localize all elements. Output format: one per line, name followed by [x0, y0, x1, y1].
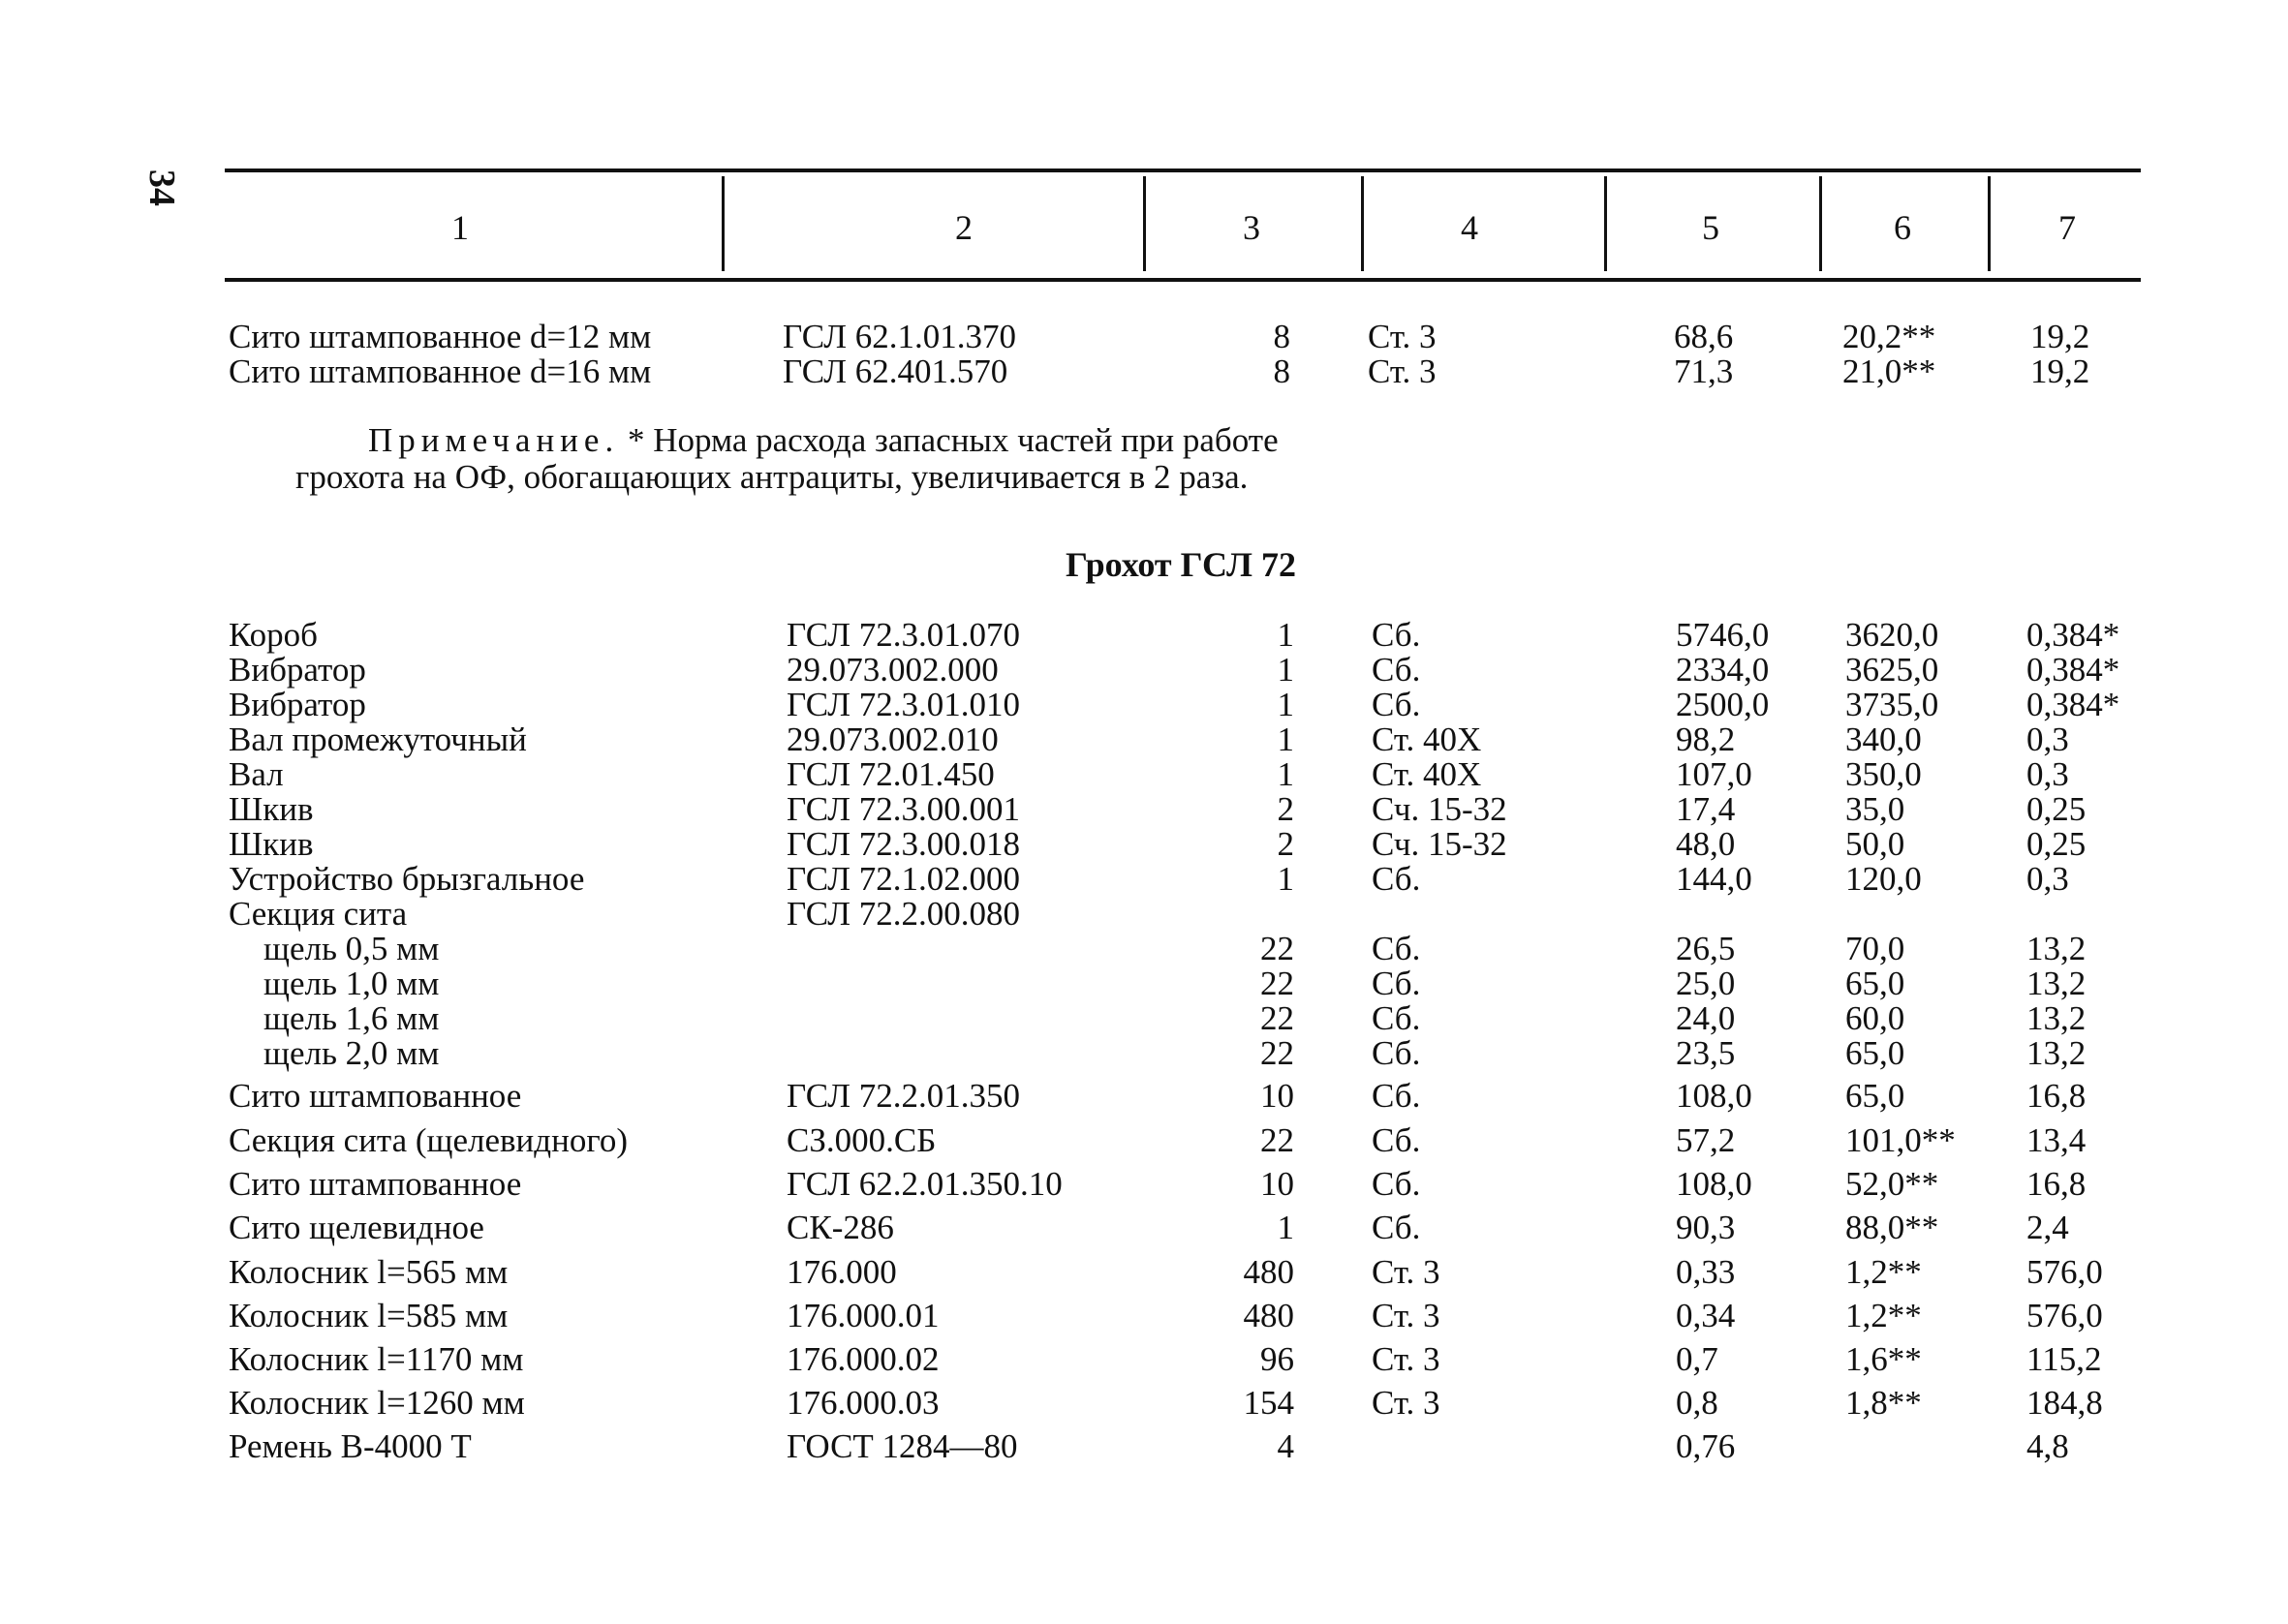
part-norm: 3735,0 — [1845, 686, 1939, 723]
part-code: 29.073.002.000 — [787, 651, 999, 689]
part-material: Сб. — [1372, 1165, 1421, 1203]
part-col7: 19,2 — [2030, 318, 2090, 355]
part-qty: 1 — [1277, 686, 1294, 723]
part-col7: 13,2 — [2026, 1034, 2087, 1072]
part-material: Сб. — [1372, 616, 1421, 654]
part-name: Колосник l=565 мм — [229, 1253, 509, 1291]
part-mass: 2334,0 — [1676, 651, 1770, 689]
part-name: щель 1,0 мм — [263, 965, 440, 1002]
part-material: Ст. 3 — [1368, 318, 1437, 355]
column-divider — [1143, 176, 1146, 271]
part-qty: 22 — [1260, 1034, 1294, 1072]
part-qty: 154 — [1243, 1384, 1294, 1422]
part-material: Сч. 15-32 — [1372, 790, 1507, 828]
part-col7: 115,2 — [2026, 1340, 2102, 1378]
part-code: 176.000.03 — [787, 1384, 940, 1422]
part-code: ГСЛ 72.2.00.080 — [787, 895, 1020, 933]
part-mass: 2500,0 — [1676, 686, 1770, 723]
part-col7: 13,2 — [2026, 999, 2087, 1037]
part-code: 176.000.01 — [787, 1297, 940, 1334]
part-material: Сб. — [1372, 999, 1421, 1037]
part-material: Сб. — [1372, 1121, 1421, 1159]
part-code: ГСЛ 72.2.01.350 — [787, 1077, 1020, 1115]
part-name: Секция сита — [229, 895, 408, 933]
page-number: 34 — [141, 169, 182, 206]
part-name: Колосник l=1170 мм — [229, 1340, 524, 1378]
part-qty: 10 — [1260, 1077, 1294, 1115]
part-name: Вал промежуточный — [229, 720, 527, 758]
column-divider — [1361, 176, 1364, 271]
part-col7: 0,25 — [2026, 790, 2087, 828]
part-col7: 0,384* — [2026, 686, 2120, 723]
part-mass: 26,5 — [1676, 930, 1736, 967]
part-code: ГСЛ 62.2.01.350.10 — [787, 1165, 1063, 1203]
part-qty: 4 — [1277, 1427, 1294, 1465]
part-code: ГСЛ 72.3.00.018 — [787, 825, 1020, 863]
part-material: Сб. — [1372, 651, 1421, 689]
part-norm: 65,0 — [1845, 1077, 1905, 1115]
part-col7: 184,8 — [2026, 1384, 2103, 1422]
part-code: ГСЛ 72.1.02.000 — [787, 860, 1020, 898]
part-col7: 0,3 — [2026, 720, 2069, 758]
part-norm: 65,0 — [1845, 965, 1905, 1002]
part-col7: 2,4 — [2026, 1209, 2069, 1246]
part-name: Вал — [229, 755, 284, 793]
part-material: Ст. 3 — [1368, 352, 1437, 390]
part-norm: 65,0 — [1845, 1034, 1905, 1072]
part-name: Вибратор — [229, 651, 366, 689]
part-qty: 2 — [1277, 790, 1294, 828]
part-qty: 8 — [1273, 318, 1290, 355]
part-norm: 20,2** — [1842, 318, 1936, 355]
part-qty: 480 — [1243, 1297, 1294, 1334]
part-qty: 1 — [1277, 860, 1294, 898]
part-code: ГОСТ 1284—80 — [787, 1427, 1018, 1465]
part-mass: 68,6 — [1674, 318, 1734, 355]
part-mass: 0,8 — [1676, 1384, 1718, 1422]
part-code: ГСЛ 62.401.570 — [783, 352, 1008, 390]
part-qty: 1 — [1277, 616, 1294, 654]
part-mass: 0,76 — [1676, 1427, 1736, 1465]
part-mass: 57,2 — [1676, 1121, 1736, 1159]
part-name: Ремень В-4000 Т — [229, 1427, 472, 1465]
part-mass: 23,5 — [1676, 1034, 1736, 1072]
part-norm: 52,0** — [1845, 1165, 1939, 1203]
part-name: щель 0,5 мм — [263, 930, 440, 967]
part-name: Колосник l=1260 мм — [229, 1384, 525, 1422]
part-qty: 480 — [1243, 1253, 1294, 1291]
note-label: Примечание. — [368, 421, 620, 459]
part-qty: 22 — [1260, 1121, 1294, 1159]
part-material: Ст. 3 — [1372, 1384, 1440, 1422]
part-name: Шкив — [229, 825, 314, 863]
part-norm: 21,0** — [1842, 352, 1936, 390]
column-divider — [1819, 176, 1822, 271]
part-material: Ст. 3 — [1372, 1340, 1440, 1378]
part-qty: 2 — [1277, 825, 1294, 863]
part-mass: 71,3 — [1674, 352, 1734, 390]
part-col7: 16,8 — [2026, 1165, 2087, 1203]
part-name: Колосник l=585 мм — [229, 1297, 509, 1334]
table-header-bottom-rule — [225, 278, 2141, 282]
part-mass: 0,7 — [1676, 1340, 1718, 1378]
part-norm: 50,0 — [1845, 825, 1905, 863]
part-norm: 120,0 — [1845, 860, 1922, 898]
column-header: 5 — [1702, 208, 1719, 247]
part-col7: 576,0 — [2026, 1253, 2103, 1291]
column-divider — [1988, 176, 1991, 271]
part-name: Шкив — [229, 790, 314, 828]
part-col7: 13,4 — [2026, 1121, 2087, 1159]
part-qty: 1 — [1277, 1209, 1294, 1246]
part-col7: 19,2 — [2030, 352, 2090, 390]
part-mass: 0,34 — [1676, 1297, 1736, 1334]
part-material: Сб. — [1372, 860, 1421, 898]
part-name: Устройство брызгальное — [229, 860, 585, 898]
part-mass: 107,0 — [1676, 755, 1752, 793]
part-norm: 60,0 — [1845, 999, 1905, 1037]
part-mass: 144,0 — [1676, 860, 1752, 898]
part-norm: 35,0 — [1845, 790, 1905, 828]
column-header: 1 — [451, 208, 469, 247]
part-name: Сито штампованное — [229, 1165, 522, 1203]
part-col7: 576,0 — [2026, 1297, 2103, 1334]
part-norm: 1,2** — [1845, 1253, 1922, 1291]
part-col7: 13,2 — [2026, 930, 2087, 967]
note-line-1 — [368, 422, 1279, 459]
part-qty: 22 — [1260, 999, 1294, 1037]
part-material: Сб. — [1372, 1034, 1421, 1072]
part-name: щель 1,6 мм — [263, 999, 440, 1037]
part-code: ГСЛ 62.1.01.370 — [783, 318, 1016, 355]
part-name: Сито щелевидное — [229, 1209, 484, 1246]
part-qty: 1 — [1277, 720, 1294, 758]
part-mass: 24,0 — [1676, 999, 1736, 1037]
column-header: 2 — [955, 208, 973, 247]
part-qty: 22 — [1260, 930, 1294, 967]
part-qty: 1 — [1277, 651, 1294, 689]
part-material: Сб. — [1372, 1077, 1421, 1115]
part-material: Ст. 40Х — [1372, 755, 1482, 793]
part-qty: 1 — [1277, 755, 1294, 793]
part-code: 176.000.02 — [787, 1340, 940, 1378]
part-material: Сб. — [1372, 686, 1421, 723]
part-material: Сб. — [1372, 1209, 1421, 1246]
part-mass: 108,0 — [1676, 1077, 1752, 1115]
part-code: СК-286 — [787, 1209, 894, 1246]
part-norm: 340,0 — [1845, 720, 1922, 758]
part-norm: 3625,0 — [1845, 651, 1939, 689]
part-qty: 22 — [1260, 965, 1294, 1002]
part-code: ГСЛ 72.3.01.070 — [787, 616, 1020, 654]
part-mass: 108,0 — [1676, 1165, 1752, 1203]
part-mass: 90,3 — [1676, 1209, 1736, 1246]
part-norm: 3620,0 — [1845, 616, 1939, 654]
part-col7: 0,384* — [2026, 616, 2120, 654]
part-mass: 5746,0 — [1676, 616, 1770, 654]
part-name: Сито штампованное d=16 мм — [229, 352, 652, 390]
part-code: ГСЛ 72.01.450 — [787, 755, 995, 793]
part-mass: 25,0 — [1676, 965, 1736, 1002]
part-col7: 16,8 — [2026, 1077, 2087, 1115]
column-header: 6 — [1894, 208, 1911, 247]
part-col7: 0,25 — [2026, 825, 2087, 863]
part-name: Вибратор — [229, 686, 366, 723]
column-divider — [722, 176, 725, 271]
part-material: Сб. — [1372, 930, 1421, 967]
part-mass: 48,0 — [1676, 825, 1736, 863]
part-code: ГСЛ 72.3.01.010 — [787, 686, 1020, 723]
part-col7: 4,8 — [2026, 1427, 2069, 1465]
part-mass: 98,2 — [1676, 720, 1736, 758]
part-norm: 1,6** — [1845, 1340, 1922, 1378]
part-mass: 0,33 — [1676, 1253, 1736, 1291]
part-col7: 0,384* — [2026, 651, 2120, 689]
column-header: 3 — [1243, 208, 1260, 247]
part-name: Секция сита (щелевидного) — [229, 1121, 628, 1159]
note-line-2: грохота на ОФ, обогащающих антрациты, увеличивается в 2 раза. — [295, 458, 1249, 496]
note-text: * Норма расхода запасных частей при работе — [619, 421, 1279, 459]
part-norm: 1,8** — [1845, 1384, 1922, 1422]
part-material: Ст. 3 — [1372, 1253, 1440, 1291]
part-norm: 350,0 — [1845, 755, 1922, 793]
part-material: Ст. 40Х — [1372, 720, 1482, 758]
part-norm: 70,0 — [1845, 930, 1905, 967]
section-title: Грохот ГСЛ 72 — [1066, 545, 1296, 584]
part-norm: 101,0** — [1845, 1121, 1956, 1159]
part-code: СЗ.000.СБ — [787, 1121, 937, 1159]
part-norm: 88,0** — [1845, 1209, 1939, 1246]
part-material: Ст. 3 — [1372, 1297, 1440, 1334]
part-name: Сито штампованное — [229, 1077, 522, 1115]
part-code: 29.073.002.010 — [787, 720, 999, 758]
part-qty: 8 — [1273, 352, 1290, 390]
part-qty: 96 — [1260, 1340, 1294, 1378]
part-name: Короб — [229, 616, 318, 654]
part-material: Сб. — [1372, 965, 1421, 1002]
part-col7: 13,2 — [2026, 965, 2087, 1002]
part-norm: 1,2** — [1845, 1297, 1922, 1334]
part-qty: 10 — [1260, 1165, 1294, 1203]
part-col7: 0,3 — [2026, 755, 2069, 793]
part-name: щель 2,0 мм — [263, 1034, 440, 1072]
column-header: 7 — [2058, 208, 2076, 247]
part-material: Сч. 15-32 — [1372, 825, 1507, 863]
part-col7: 0,3 — [2026, 860, 2069, 898]
column-header: 4 — [1461, 208, 1478, 247]
part-name: Сито штампованное d=12 мм — [229, 318, 652, 355]
table-top-rule — [225, 169, 2141, 172]
part-code: 176.000 — [787, 1253, 897, 1291]
column-divider — [1604, 176, 1607, 271]
part-code: ГСЛ 72.3.00.001 — [787, 790, 1020, 828]
part-mass: 17,4 — [1676, 790, 1736, 828]
